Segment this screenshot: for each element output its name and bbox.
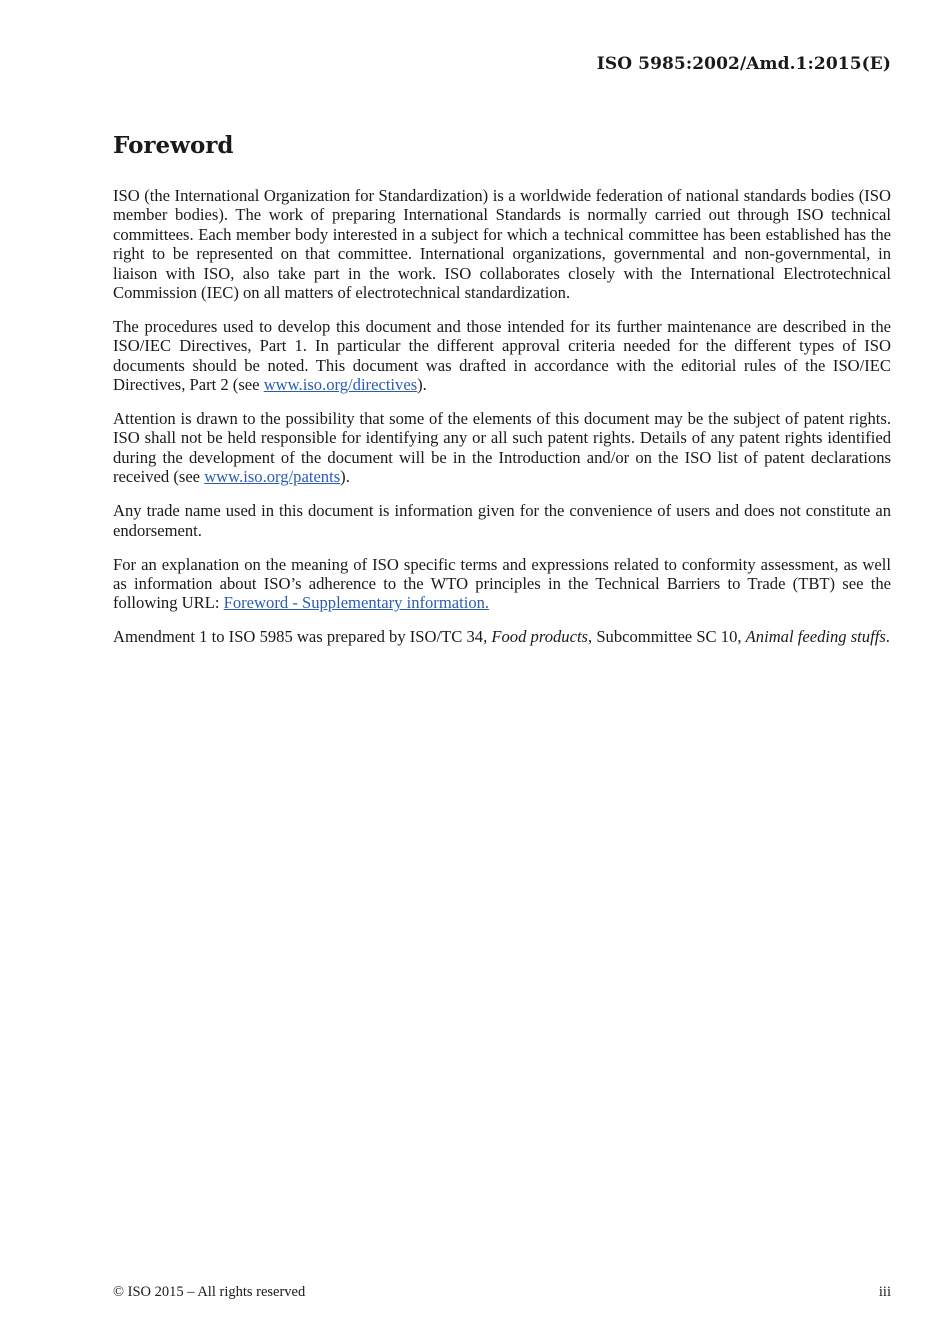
paragraph-procedures-text: The procedures used to develop this document and those intended for its further maintenance are described in the ISO/IEC Directives, Part 1. In particular the different approval criteria needed for the different types of ISO documents should be noted. This document was drafted in accordance with the editorial rules of the ISO/IEC Directives, Part 2 (see xyxy=(113,316,891,395)
page-number: iii xyxy=(878,1284,891,1300)
patents-link[interactable]: www.iso.org/patents xyxy=(204,467,341,487)
committee-name: Food products xyxy=(491,627,589,647)
paragraph-conformity xyxy=(113,555,891,613)
paragraph-iso-intro: ISO (the International Organization for Standardization) is a worldwide federation of national standards bodies (ISO member bodies). The work of preparing International Standards is normally carried out through ISO technical committees. Each member body interested in a subject for which a technical committee has been established has the right to be represented on that committee. International organizations, governmental and non-governmental, in liaison with ISO, also take part in the work. ISO collaborates closely with the International Electrotechnical Commission (IEC) on all matters of electrotechnical standardization. xyxy=(113,186,891,303)
paragraph-amendment xyxy=(113,627,891,646)
foreword-body xyxy=(113,186,891,661)
paragraph-amendment-middle: , Subcommittee SC 10, xyxy=(588,627,746,647)
subcommittee-name: Animal feeding stuffs xyxy=(745,627,886,647)
paragraph-amendment-end: . xyxy=(885,627,890,647)
paragraph-conformity-text: For an explanation on the meaning of ISO specific terms and expressions related to conformity assessment, as well as information about ISO’s adherence to the WTO principles in the Technical Barriers to Trade (TBT) see the following URL: xyxy=(113,554,891,613)
supplementary-info-link[interactable]: Foreword - Supplementary information. xyxy=(223,593,490,613)
footer-copyright: © ISO 2015 – All rights reserved xyxy=(113,1284,306,1300)
paragraph-procedures xyxy=(113,317,891,395)
paragraph-procedures-end: ). xyxy=(417,375,427,395)
document-id-header: ISO 5985:2002/Amd.1:2015(E) xyxy=(596,54,891,74)
paragraph-patents-end: ). xyxy=(340,467,350,487)
directives-link[interactable]: www.iso.org/directives xyxy=(263,375,418,395)
paragraph-amendment-text: Amendment 1 to ISO 5985 was prepared by ISO/TC 34, xyxy=(113,627,492,647)
paragraph-trade-names: Any trade name used in this document is information given for the convenience of users and does not constitute an endorsement. xyxy=(113,501,891,540)
paragraph-patents-text: Attention is drawn to the possibility that some of the elements of this document may be the subject of patent rights. ISO shall not be held responsible for identifying any or all such patent rights. Details of any patent rights identified during the development of the document will be in the Introduction and/or on the ISO list of patent declarations received (see xyxy=(113,409,891,487)
page-title: Foreword xyxy=(113,132,234,159)
paragraph-patents xyxy=(113,409,891,487)
